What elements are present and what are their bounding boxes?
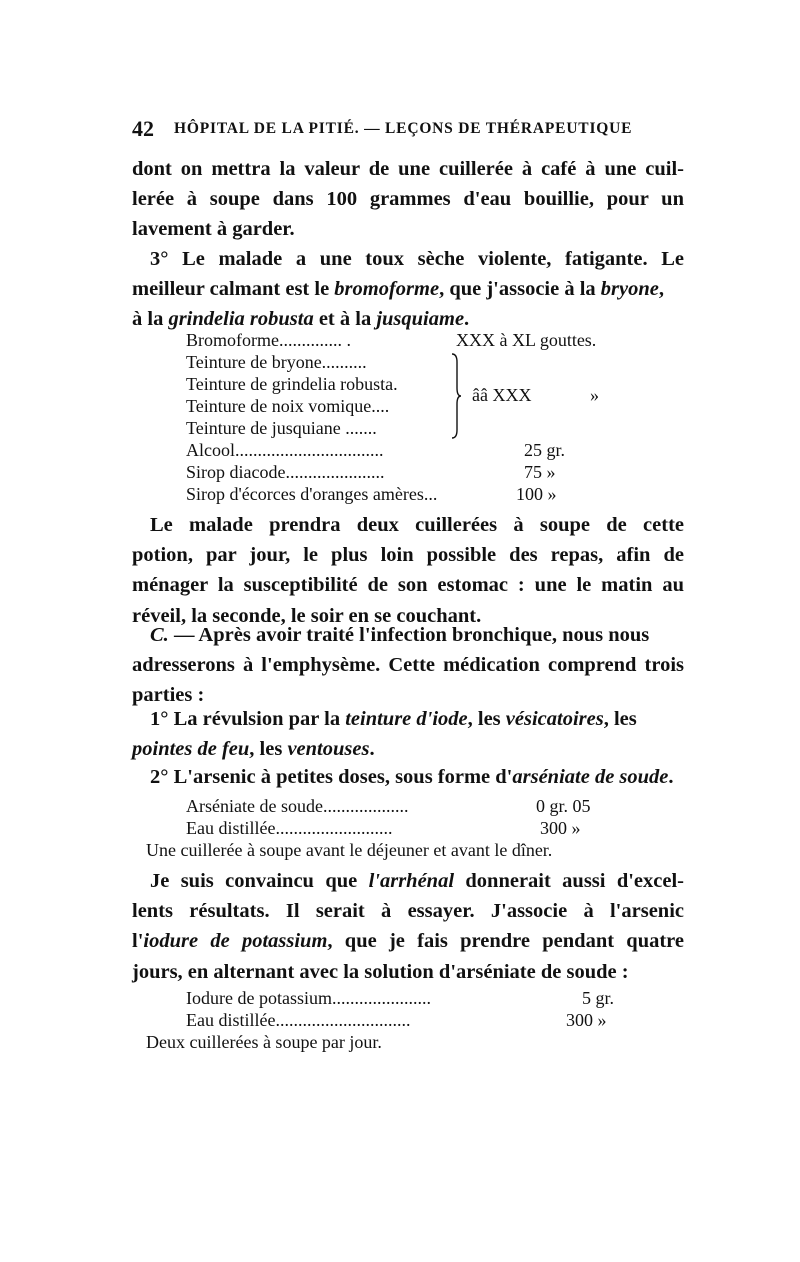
prescription-quantity: 75 » [524, 462, 556, 482]
prescription-quantity: 300 » [540, 818, 581, 838]
prescription-3 [186, 988, 636, 1034]
text-line: 1° La révulsion par la teinture d'iode, les vésicatoires, les [150, 708, 637, 730]
paragraph-5 [132, 704, 684, 764]
text-line: l'iodure de potassium, que je fais prendre pendant quatre [132, 930, 685, 953]
prescription-quantity: 0 gr. 05 [536, 796, 591, 816]
prescription-quantity: 300 » [566, 1010, 607, 1030]
prescription-row: Sirop diacode...................... [186, 462, 385, 482]
prescription-row: Teinture de jusquiane ....... [186, 418, 377, 438]
paragraph-6 [132, 762, 684, 792]
paragraph-1 [132, 154, 684, 245]
prescription-quantity: 100 » [516, 484, 557, 504]
paragraph-3 [132, 510, 684, 631]
page-header [132, 116, 680, 142]
prescription-row: Arséniate de soude................... [186, 796, 409, 816]
text-line: C. — Après avoir traité l'infection bronchique, nous nous [150, 624, 650, 646]
prescription-row: Teinture de bryone.......... [186, 352, 367, 372]
text-line: Je suis convaincu que l'arrhénal donnerait aussi d'excel- [150, 870, 684, 892]
prescription-row: Teinture de noix vomique.... [186, 396, 390, 416]
prescription-row: Bromoforme.............. . [186, 330, 351, 350]
prescription-2 [186, 796, 626, 842]
paragraph-7 [132, 866, 684, 987]
text-line: meilleur calmant est le bromoforme, que j'associe à la bryone, [132, 278, 664, 301]
text-line: lerée à soupe dans 100 grammes d'eau bouillie, pour un [132, 188, 684, 211]
text-line: pointes de feu, les ventouses. [132, 738, 375, 761]
text-line: à la grindelia robusta et à la jusquiame. [132, 308, 470, 331]
dosage-note: Deux cuillerées à soupe par jour. [146, 1032, 382, 1052]
text-line: adresserons à l'emphysème. Cette médication comprend trois [132, 654, 684, 677]
prescription-quantity: XXX à XL gouttes. [456, 330, 597, 350]
prescription-row: Eau distillée.............................. [186, 1010, 411, 1030]
text-line: parties : [132, 684, 205, 707]
group-quantity: ââ XXX [472, 385, 532, 405]
paragraph-2 [132, 244, 684, 335]
text-line: ménager la susceptibilité de son estomac : une le matin au [132, 574, 684, 597]
prescription-row: Sirop d'écorces d'oranges amères... [186, 484, 438, 504]
prescription-row: Alcool................................. [186, 440, 384, 460]
text-line: 3° Le malade a une toux sèche violente, fatigante. Le [150, 248, 684, 270]
text-line: Le malade prendra deux cuillerées à soupe de cette [150, 514, 684, 536]
text-line: jours, en alternant avec la solution d'arséniate de soude : [132, 960, 629, 983]
prescription-row: Teinture de grindelia robusta. [186, 374, 398, 394]
text-line: 2° L'arsenic à petites doses, sous forme d'arséniate de soude. [150, 766, 674, 788]
group-unit: » [590, 385, 599, 405]
text-line: lents résultats. Il serait à essayer. J'associe à l'arsenic [132, 900, 684, 923]
text-line: réveil, la seconde, le soir en se couchant. [132, 604, 482, 627]
curly-brace-icon [450, 352, 462, 440]
text-line: potion, par jour, le plus loin possible des repas, afin de [132, 544, 684, 567]
running-title: HÔPITAL DE LA PITIÉ. — LEÇONS DE THÉRAPEUTIQUE [174, 120, 633, 137]
page-number: 42 [132, 116, 154, 141]
text-line: lavement à garder. [132, 218, 295, 241]
prescription-row: Iodure de potassium...................... [186, 988, 431, 1008]
prescription-row: Eau distillée.......................... [186, 818, 393, 838]
prescription-quantity: 25 gr. [524, 440, 566, 460]
prescription-quantity: 5 gr. [582, 988, 615, 1008]
paragraph-4 [132, 620, 684, 711]
text-line: dont on mettra la valeur de une cuillerée à café à une cuil- [132, 158, 684, 180]
dosage-note: Une cuillerée à soupe avant le déjeuner et avant le dîner. [146, 840, 553, 860]
prescription-1 [186, 330, 646, 506]
